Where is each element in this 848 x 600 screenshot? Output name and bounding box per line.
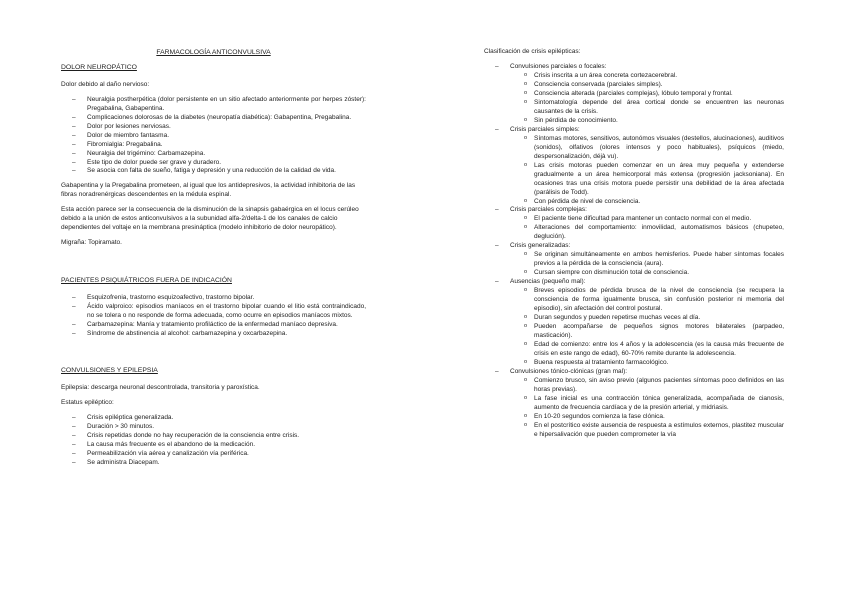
group-label: Crisis generalizadas: [510, 242, 571, 250]
sub-list [510, 287, 784, 368]
paragraph: Gabapentina y la Pregabalina prometeen, al igual que los antidepresivos, la actividad inhibitoria de las fibras noradrenérgicas descendentes en la médula espinal. [61, 182, 356, 199]
sub-item: o Con pérdida de nivel de consciencia. [510, 198, 784, 207]
list-item: – Crisis epiléptica generalizada. [61, 414, 366, 423]
list-item: – Permeabilización vía aérea y canalización vía periférica. [61, 450, 366, 459]
right-column [484, 48, 784, 446]
sub-item: o Buena respuesta al tratamiento farmacológico. [510, 359, 784, 368]
group-item [484, 242, 784, 278]
sub-item: o Las crisis motoras pueden comenzar en un área muy pequeña y extenderse gradualmente a un área hemicorporal más extensa (progresión jacksoniana). En ocasiones tras una crisis motora puede persistir una debilidad de la área afectada (parálisis de Todd). [510, 162, 784, 198]
list-item: – Complicaciones dolorosas de la diabetes (neuropatía diabética): Gabapentina, Pregabalina. [61, 114, 366, 123]
list-item: – Ácido valproico: episodios maníacos en el trastorno bipolar cuando el litio está contraindicado, no se tolera o no responde de forma adecuada, como ocurre en episodios maníacos mixtos. [61, 303, 366, 321]
sub-item: o Sintomatología depende del área cortical donde se encuentren las neuronas causantes de la crisis. [510, 99, 784, 117]
list-item: – Fibromialgia: Pregabalina. [61, 141, 366, 150]
paragraph: Esta acción parece ser la consecuencia de la disminución de la sinapsis gabaérgica en el locus cerúleo debido a la unión de estos anticonvulsivos a la subunidad alfa-2/delta-1 de los canales de calcio dependientes del voltaje en la membrana presináptica (modelo inhibitorio de dolor neuropático). [61, 206, 359, 232]
sub-item: o Síntomas motores, sensitivos, autonómos visuales (destellos, alucinaciones), auditivos (sonidos), olfativos (olores intensos y poco habituales), psíquicos (miedo, despersonalización, déjà vu). [510, 135, 784, 162]
sub-item: o El paciente tiene dificultad para mantener un contacto normal con el medio. [510, 215, 784, 224]
sub-item: o Duran segundos y pueden repetirse muchas veces al día. [510, 314, 784, 323]
list-item: – Duración > 30 minutos. [61, 423, 366, 432]
sub-item: o Crisis inscrita a un área concreta cortezacerebral. [510, 72, 784, 81]
list-item: – Neuralgia postherpética (dolor persistente en un sitio afectado anteriormente por herpes zóster): Pregabalina, Gabapentina. [61, 96, 366, 114]
section-heading-pacientes-psiquiatricos: PACIENTES PSIQUIÁTRICOS FUERA DE INDICACIÓN [61, 277, 232, 285]
list-item: – Neuralgia del trigémino: Carbamazepina. [61, 150, 366, 159]
sub-item: o Se originan simultáneamente en ambos hemisferios. Puede haber síntomas focales previos a la pérdida de la consciencia (aura). [510, 251, 784, 269]
sub-list [510, 251, 784, 278]
group-item [484, 126, 784, 207]
group-label: Ausencias (pequeño mal): [510, 278, 586, 286]
estatus-list [61, 414, 366, 468]
list-item: – Se asocia con falta de sueño, fatiga y depresión y una reducción de la calidad de vida. [61, 167, 366, 176]
paragraph: Migraña: Topiramato. [61, 239, 122, 247]
sub-item: o Comienzo brusco, sin aviso previo (algunos pacientes síntomas poco definidos en las horas previas). [510, 377, 784, 395]
list-item: – Dolor de miembro fantasma. [61, 132, 366, 141]
sub-item: o Pueden acompañarse de pequeños signos motores bilaterales (parpadeo, masticación). [510, 323, 784, 341]
list-item: – Se administra Diacepam. [61, 459, 366, 468]
section-heading-convulsiones: CONVULSIONES Y EPILEPSIA [61, 367, 158, 375]
group-item [484, 278, 784, 368]
classification-heading: Clasificación de crisis epilépticas: [484, 48, 581, 55]
section-intro: Dolor debido al daño nervioso: [61, 80, 150, 88]
sub-list [510, 377, 784, 440]
paragraph: Epilepsia: descarga neuronal descontrolada, transitoria y paroxística. [61, 383, 260, 391]
group-label: Convulsiones tónico-clónicas (gran mal): [510, 367, 628, 375]
sub-item: o Consciencia conservada (parciales simples). [510, 81, 784, 90]
group-item [484, 63, 784, 126]
dolor-list [61, 96, 366, 177]
psiquiatricos-list [61, 294, 366, 339]
group-label: Crisis parciales complejas: [510, 206, 587, 214]
sub-item: o La fase inicial es una contracción tónica generalizada, acompañada de cianosis, aumento de frecuencia cardíaca y de la presión arterial, y midriasis. [510, 395, 784, 413]
spacer [61, 254, 366, 276]
group-item [484, 368, 784, 440]
list-item: – La causa más frecuente es el abandono de la medicación. [61, 441, 366, 450]
classification-list [484, 63, 784, 440]
paragraph: Estatus epiléptico: [61, 398, 114, 406]
spacer [61, 344, 366, 366]
group-label: Convulsiones parciales o focales: [510, 62, 607, 70]
group-label: Crisis parciales simples: [510, 125, 580, 133]
sub-item: o Edad de comienzo: entre los 4 años y la adolescencia (es la causa más frecuente de crisis en este rango de edad), 60-70% remite durante la adolescencia. [510, 341, 784, 359]
left-column [61, 48, 366, 474]
section-heading-dolor-neuropatico: DOLOR NEUROPÁTICO [61, 64, 137, 72]
list-item: – Carbamazepina: Manía y tratamiento profiláctico de la enfermedad maníaco depresiva. [61, 321, 366, 330]
sub-item: o Alteraciones del comportamiento: inmovilidad, automatismos básicos (chupeteo, deglución). [510, 224, 784, 242]
sub-item: o En el postcrítico existe ausencia de respuesta a estímulos externos, plastitez muscular e hipersalivación que pueden comprometer la vía [510, 422, 784, 440]
list-item: – Síndrome de abstinencia al alcohol: carbamazepina y oxcarbazepina. [61, 330, 366, 339]
sub-item: o Consciencia alterada (parciales complejas), lóbulo temporal y frontal. [510, 90, 784, 99]
sub-list [510, 135, 784, 207]
sub-item: o Cursan siempre con disminución total de consciencia. [510, 269, 784, 278]
list-item: – Este tipo de dolor puede ser grave y duradero. [61, 159, 366, 168]
sub-list [510, 215, 784, 242]
group-item [484, 206, 784, 242]
sub-item: o Breves episodios de pérdida brusca de la nivel de consciencia (se recupera la consciencia de forma igualmente brusca, sin confusión posterior ni memoria del episodio), sin afectación del control postural. [510, 287, 784, 314]
list-item: – Dolor por lesiones nerviosas. [61, 123, 366, 132]
list-item: – Esquizofrenia, trastorno esquizoafectivo, trastorno bipolar. [61, 294, 366, 303]
document-title: FARMACOLOGÍA ANTICONVULSIVA [156, 49, 271, 56]
sub-item: o En 10-20 segundos comienza la fase clónica. [510, 413, 784, 422]
sub-item: o Sin pérdida de conocimiento. [510, 117, 784, 126]
list-item: – Crisis repetidas donde no hay recuperación de la consciencia entre crisis. [61, 432, 366, 441]
sub-list [510, 72, 784, 126]
